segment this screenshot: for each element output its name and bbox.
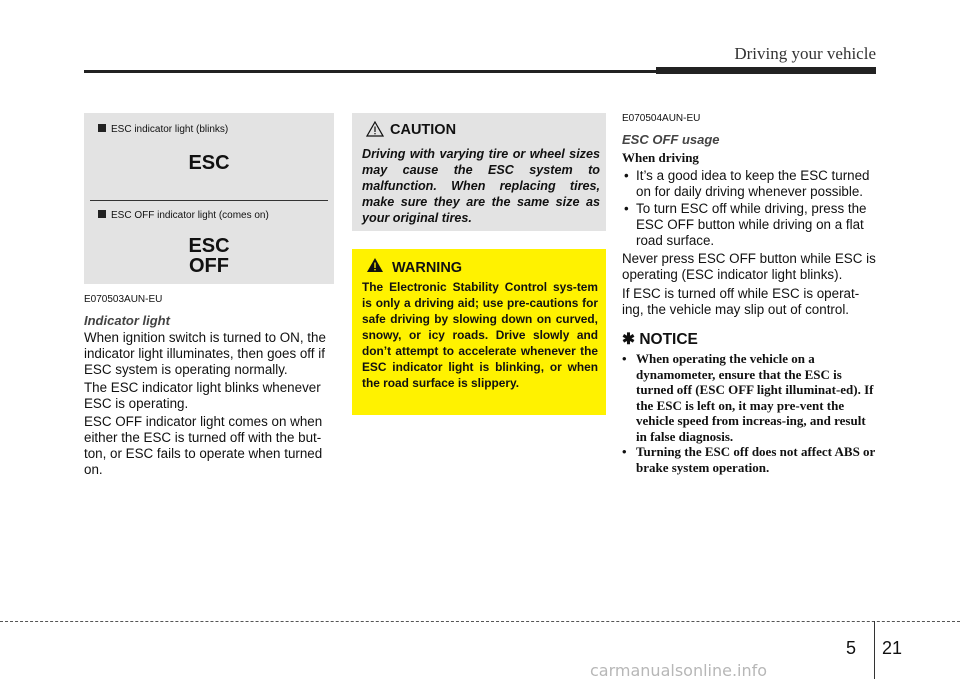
section-code: E070504AUN-EU	[622, 113, 701, 124]
list-item: • It’s a good idea to keep the ESC turned on for daily driving whenever possible.	[624, 168, 870, 199]
chapter-number: 5	[846, 638, 857, 658]
right-column	[622, 111, 878, 475]
caution-text: Driving with varying tire or wheel sizes may cause the ESC system to malfunction. When replacing tires, make sure they are the same size as your original tires.	[362, 147, 600, 225]
warning-title: WARNING	[392, 260, 463, 276]
indicator-illustration	[84, 113, 334, 284]
page-number: 21	[882, 638, 903, 658]
page-number-separator	[874, 621, 875, 679]
notice-item: • Turning the ESC off does not affect ABS or brake system operation.	[622, 444, 876, 475]
caution-box	[352, 113, 606, 231]
warning-triangle-icon	[366, 257, 384, 273]
section-title: Driving your vehicle	[734, 44, 876, 63]
paragraph: When ignition switch is turned to ON, the indicator light illuminates, then goes off if ESC system is operating normally.	[84, 330, 326, 377]
esc-off-indicator-symbol: ESC OFF	[188, 235, 230, 277]
watermark: carmanualsonline.info	[590, 661, 768, 680]
cross-star-icon: ✱	[622, 331, 635, 348]
square-bullet-icon	[98, 210, 106, 218]
esc-indicator-symbol: ESC	[188, 152, 230, 174]
section-heading: Indicator light	[84, 313, 170, 328]
caution-triangle-icon	[366, 121, 384, 137]
left-column	[84, 292, 336, 478]
subheading: When driving	[622, 150, 699, 165]
warning-box	[352, 249, 606, 415]
paragraph: ESC OFF indicator light comes on when either the ESC is turned off with the but-ton, or ESC fails to operate when turned on.	[84, 414, 323, 477]
list-item: • To turn ESC off while driving, press the ESC OFF button while driving on a flat road surface.	[624, 201, 867, 248]
paragraph: Never press ESC OFF button while ESC is operating (ESC indicator light blinks).	[622, 251, 876, 282]
square-bullet-icon	[98, 124, 106, 132]
caution-title: CAUTION	[390, 122, 457, 138]
warning-text: The Electronic Stability Control sys-tem is only a driving aid; use pre-cautions for safe driving by slowing down on curved, snowy, or icy roads. Drive slowly and don’t attempt to accelerate whenever the ESC indicator light is blinking, or when the road surface is slippery.	[362, 280, 598, 390]
footer-divider	[0, 621, 960, 622]
notice-item: • When operating the vehicle on a dynamometer, ensure that the ESC is turned off (ESC OFF light illuminat-ed). If the ESC is left on, it may pre-vent the vehicle speed from increas-ing, and result in false diagnosis.	[622, 351, 874, 444]
paragraph: The ESC indicator light blinks whenever ESC is operating.	[84, 380, 321, 411]
divider	[90, 200, 328, 201]
section-code: E070503AUN-EU	[84, 294, 163, 305]
notice-title: ✱ NOTICE	[622, 331, 698, 348]
section-heading: ESC OFF usage	[622, 132, 720, 147]
header-rule-accent	[656, 67, 876, 74]
paragraph: If ESC is turned off while ESC is operat-ing, the vehicle may slip out of control.	[622, 286, 860, 317]
off-caption: ESC OFF indicator light (comes on)	[98, 210, 269, 221]
blink-caption: ESC indicator light (blinks)	[98, 124, 228, 135]
